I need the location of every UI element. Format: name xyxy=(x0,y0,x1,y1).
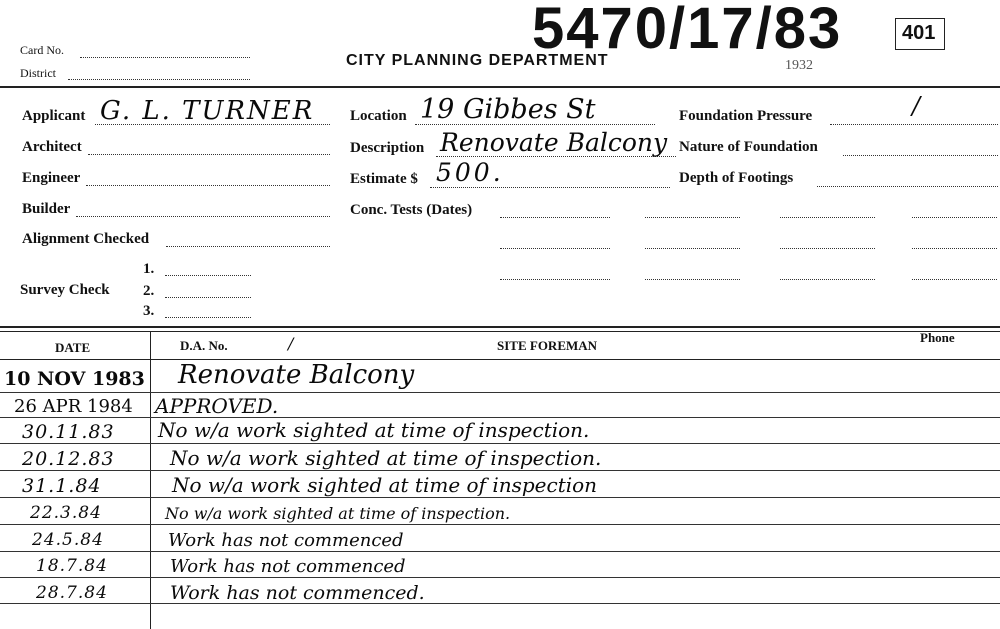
survey-label: Survey Check xyxy=(20,282,110,298)
applicant-value: G. L. TURNER xyxy=(100,96,315,126)
conc-line-9 xyxy=(500,279,610,280)
row-entry: No w/a work sighted at time of inspection xyxy=(172,473,598,497)
row-entry: Renovate Balcony xyxy=(178,360,415,390)
date-header: DATE xyxy=(55,340,91,355)
district-label: District xyxy=(20,66,56,80)
conc-line-7 xyxy=(780,248,875,249)
card-no-line xyxy=(80,57,250,58)
conc-line-4 xyxy=(912,217,997,218)
row-entry: No w/a work sighted at time of inspection. xyxy=(158,418,590,442)
applicant-label: Applicant xyxy=(22,108,86,124)
conc-line-12 xyxy=(912,279,997,280)
phone-header: Phone xyxy=(920,330,955,345)
header-divider xyxy=(0,86,1000,88)
row-date: 28.7.84 xyxy=(36,583,108,603)
builder-line xyxy=(76,216,330,217)
year-print: 1932 xyxy=(785,58,813,73)
department-title: CITY PLANNING DEPARTMENT xyxy=(346,52,609,69)
nature-line xyxy=(843,155,998,156)
row-date: 24.5.84 xyxy=(32,530,104,550)
file-number-stamp: 5470/17/83 xyxy=(532,0,843,61)
table-top-rule-1 xyxy=(0,326,1000,328)
row-date: 18.7.84 xyxy=(36,556,108,576)
architect-label: Architect xyxy=(22,139,82,155)
conc-line-5 xyxy=(500,248,610,249)
conc-line-10 xyxy=(645,279,740,280)
description-label: Description xyxy=(350,140,425,156)
conc-line-8 xyxy=(912,248,997,249)
row-rule xyxy=(0,524,1000,525)
row-rule xyxy=(0,551,1000,552)
survey-line-2 xyxy=(165,297,251,298)
survey-line-3 xyxy=(165,317,251,318)
conc-line-3 xyxy=(780,217,875,218)
foundation-pressure-value: / xyxy=(912,92,921,120)
estimate-line xyxy=(430,187,670,188)
da-no-value: / xyxy=(288,334,294,353)
engineer-line xyxy=(86,185,330,186)
estimate-value: 500. xyxy=(436,158,504,187)
row-date: 30.11.83 xyxy=(22,421,115,443)
conc-line-11 xyxy=(780,279,875,280)
architect-line xyxy=(88,154,330,155)
row-entry: Work has not commenced xyxy=(168,530,404,551)
da-no-header: D.A. No. xyxy=(180,338,228,353)
date-column-divider xyxy=(150,331,151,629)
file-box xyxy=(895,18,945,50)
nature-of-foundation-label: Nature of Foundation xyxy=(679,139,818,155)
row-entry: Work has not commenced. xyxy=(170,582,425,604)
alignment-line xyxy=(166,246,330,247)
row-entry: No w/a work sighted at time of inspection. xyxy=(170,446,602,470)
conc-line-1 xyxy=(500,217,610,218)
survey-num-2: 2. xyxy=(143,283,155,299)
row-rule xyxy=(0,392,1000,393)
depth-line xyxy=(817,186,998,187)
depth-of-footings-label: Depth of Footings xyxy=(679,170,794,186)
foundation-pressure-line xyxy=(830,124,998,125)
district-line xyxy=(68,79,250,80)
row-date: 26 APR 1984 xyxy=(14,396,133,417)
row-rule xyxy=(0,497,1000,498)
row-entry: No w/a work sighted at time of inspection. xyxy=(165,504,511,523)
row-date: 22.3.84 xyxy=(30,503,102,523)
conc-line-2 xyxy=(645,217,740,218)
card-no-label: Card No. xyxy=(20,43,64,57)
row-rule xyxy=(0,443,1000,444)
alignment-label: Alignment Checked xyxy=(22,231,150,247)
survey-line-1 xyxy=(165,275,251,276)
row-date: 10 NOV 1983 xyxy=(4,368,145,390)
description-value: Renovate Balcony xyxy=(440,128,668,157)
row-date: 31.1.84 xyxy=(22,475,102,497)
row-rule xyxy=(0,603,1000,604)
row-rule xyxy=(0,577,1000,578)
conc-tests-label: Conc. Tests (Dates) xyxy=(350,202,473,218)
survey-num-3: 3. xyxy=(143,303,155,319)
conc-line-6 xyxy=(645,248,740,249)
site-foreman-header: SITE FOREMAN xyxy=(497,338,598,353)
builder-label: Builder xyxy=(22,201,71,217)
boxed-number: 401 xyxy=(902,22,936,44)
estimate-label: Estimate $ xyxy=(350,171,418,187)
row-date: 20.12.83 xyxy=(22,448,115,470)
row-entry: Work has not commenced xyxy=(170,556,406,577)
location-label: Location xyxy=(350,108,407,124)
row-rule xyxy=(0,470,1000,471)
survey-num-1: 1. xyxy=(143,261,155,277)
location-value: 19 Gibbes St xyxy=(420,94,596,125)
foundation-pressure-label: Foundation Pressure xyxy=(679,108,813,124)
engineer-label: Engineer xyxy=(22,170,81,186)
row-entry: APPROVED. xyxy=(155,394,279,418)
